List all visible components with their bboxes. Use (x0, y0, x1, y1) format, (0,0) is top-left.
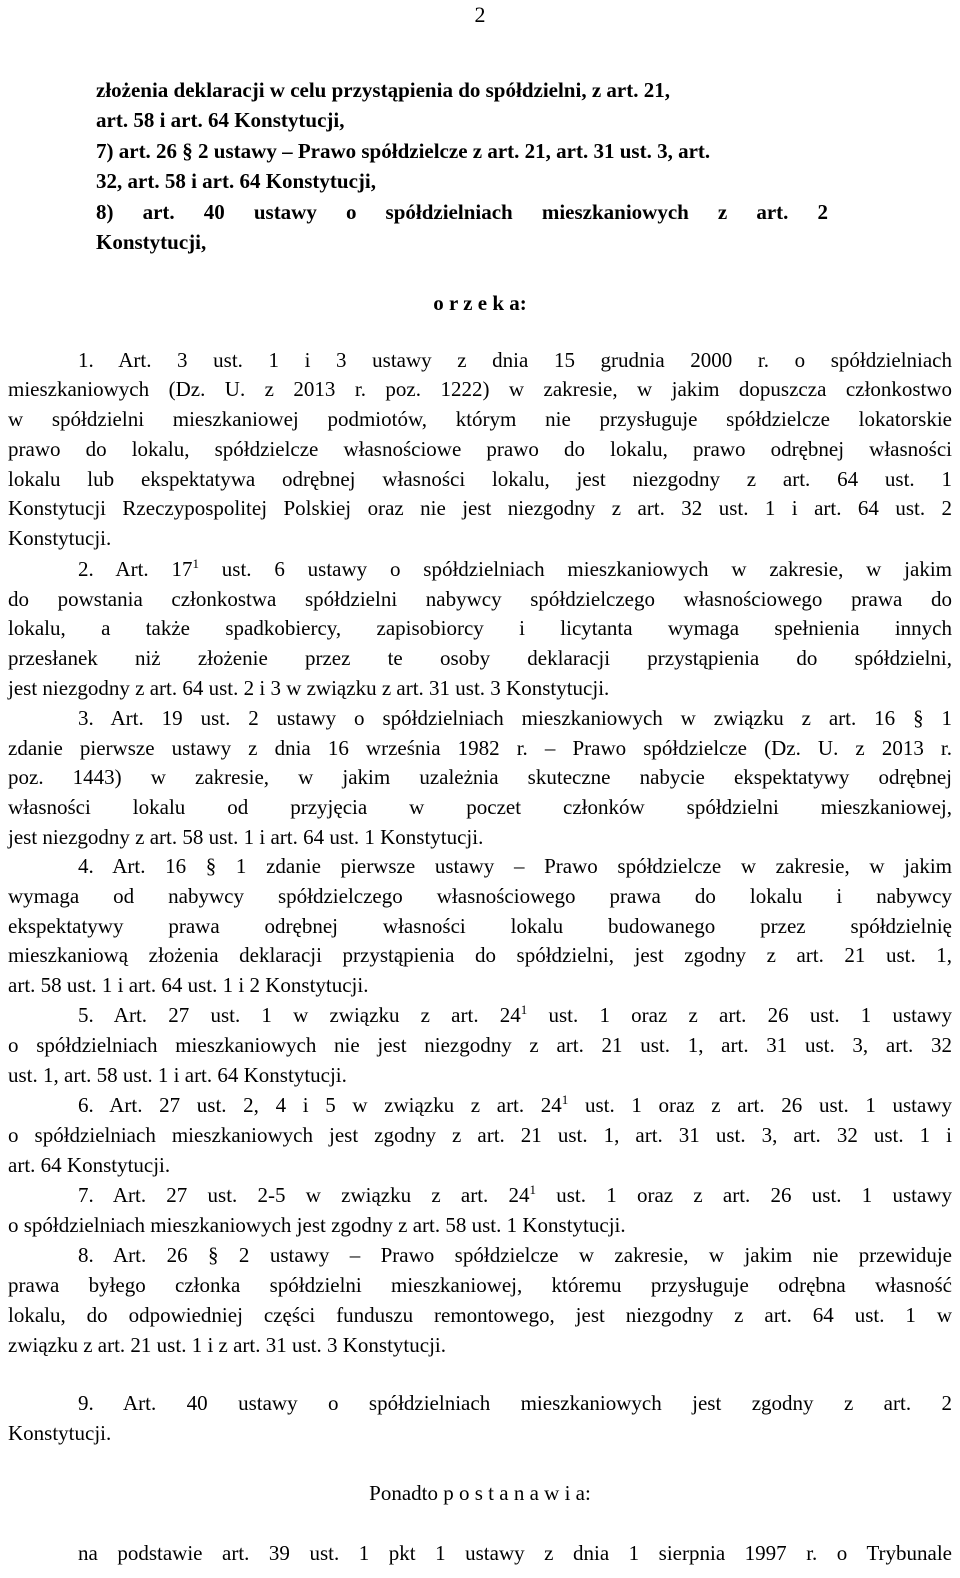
ruling-line: Konstytucji. (8, 526, 112, 550)
ruling-line: art. 64 Konstytucji. (8, 1153, 171, 1177)
ruling-line: lokalu, do odpowiedniej części funduszu remontowego, jest niezgodny z art. 64 ust. 1 w (8, 1303, 952, 1327)
ruling-line: 9. Art. 40 ustawy o spółdzielniach mieszkaniowych jest zgodny z art. 2 (78, 1391, 952, 1415)
ruling-line: mieszkaniowych (Dz. U. z 2013 r. poz. 1222) w zakresie, w jakim dopuszcza członkostwo (8, 377, 952, 401)
superscript: 1 (561, 1092, 569, 1107)
ruling-line: prawa byłego członka spółdzielni mieszkaniowej, któremu przysługuje odrębna własność (8, 1273, 952, 1297)
ruling-line: w spółdzielni mieszkaniowej podmiotów, którym nie przysługuje spółdzielcze lokatorskie (8, 407, 952, 431)
ruling-text: 5. Art. 27 ust. 1 w związku z art. 24 (78, 1003, 521, 1027)
ruling-line (78, 556, 952, 582)
ruling-line: związku z art. 21 ust. 1 i z art. 31 ust. 3 Konstytucji. (8, 1333, 446, 1357)
intro-line: 7) art. 26 § 2 ustawy – Prawo spółdzielcze z art. 21, art. 31 ust. 3, art. (96, 139, 711, 163)
ruling-line: 4. Art. 16 § 1 zdanie pierwsze ustawy – Prawo spółdzielcze w zakresie, w jakim (78, 854, 952, 878)
ruling-line: o spółdzielniach mieszkaniowych nie jest niezgodny z art. 21 ust. 1, art. 31 ust. 3, art. 32 (8, 1033, 952, 1057)
superscript: 1 (529, 1182, 537, 1197)
ruling-line: lokalu lub ekspektatywa odrębnej własności lokalu, jest niezgodny z art. 64 ust. 1 (8, 467, 952, 491)
ruling-line: mieszkaniową złożenia deklaracji przystąpienia do spółdzielni, jest zgodny z art. 21 ust. 1, (8, 943, 952, 967)
ruling-text: 2. Art. 17 (78, 557, 193, 581)
page-number: 2 (474, 2, 486, 27)
orzeka-heading: o r z e k a: (433, 291, 527, 315)
ruling-line: wymaga od nabywcy spółdzielczego własnościowego prawa do lokalu i nabywcy (8, 884, 952, 908)
ruling-line: ekspektatywy prawa odrębnej własności lokalu budowanego przez spółdzielnię (8, 914, 952, 938)
intro-line: Konstytucji, (96, 230, 207, 254)
ruling-text: 6. Art. 27 ust. 2, 4 i 5 w związku z art. 24 (78, 1093, 562, 1117)
intro-line: złożenia deklaracji w celu przystąpienia do spółdzielni, z art. 21, (96, 78, 670, 102)
ruling-line: 1. Art. 3 ust. 1 i 3 ustawy z dnia 15 grudnia 2000 r. o spółdzielniach (78, 348, 952, 372)
ruling-line (78, 1182, 952, 1208)
ruling-text: ust. 1 oraz z art. 26 ust. 1 ustawy (527, 1003, 952, 1027)
intro-line: art. 58 i art. 64 Konstytucji, (96, 108, 345, 132)
ruling-text: ust. 1 oraz z art. 26 ust. 1 ustawy (536, 1183, 952, 1207)
ruling-line: Konstytucji Rzeczypospolitej Polskiej oraz nie jest niezgodny z art. 32 ust. 1 i art. 64 ust. 2 (8, 496, 952, 520)
postanawia-heading: Ponadto p o s t a n a w i a: (369, 1481, 591, 1505)
ruling-line: poz. 1443) w zakresie, w jakim uzależnia skuteczne nabycie ekspektatywy odrębnej (8, 765, 952, 789)
ruling-line: prawo do lokalu, spółdzielcze własnościowe prawo do lokalu, prawo odrębnej własności (8, 437, 952, 461)
intro-line: 32, art. 58 i art. 64 Konstytucji, (96, 169, 376, 193)
ruling-line: o spółdzielniach mieszkaniowych jest zgodny z art. 21 ust. 1, art. 31 ust. 3, art. 32 ust. 1 i (8, 1123, 952, 1147)
ruling-line: jest niezgodny z art. 58 ust. 1 i art. 64 ust. 1 Konstytucji. (8, 825, 484, 849)
ruling-line: 8. Art. 26 § 2 ustawy – Prawo spółdzielcze w zakresie, w jakim nie przewiduje (78, 1243, 952, 1267)
ruling-text: ust. 6 ustawy o spółdzielniach mieszkaniowych w zakresie, w jakim (198, 557, 952, 581)
superscript: 1 (192, 556, 199, 571)
ruling-line: o spółdzielniach mieszkaniowych jest zgodny z art. 58 ust. 1 Konstytucji. (8, 1213, 626, 1237)
ruling-line: jest niezgodny z art. 64 ust. 2 i 3 w związku z art. 31 ust. 3 Konstytucji. (8, 676, 610, 700)
ruling-text: 7. Art. 27 ust. 2-5 w związku z art. 24 (78, 1183, 530, 1207)
ruling-line: 3. Art. 19 ust. 2 ustawy o spółdzielniach mieszkaniowych w związku z art. 16 § 1 (78, 706, 952, 730)
intro-line: 8) art. 40 ustawy o spółdzielniach mieszkaniowych z art. 2 (96, 200, 828, 224)
ruling-line (78, 1002, 952, 1028)
ruling-line (78, 1092, 952, 1118)
ruling-line: przesłanek niż złożenie przez te osoby deklaracji przystąpienia do spółdzielni, (8, 646, 952, 670)
ruling-line: ust. 1, art. 58 ust. 1 i art. 64 Konstytucji. (8, 1063, 347, 1087)
ruling-text: ust. 1 oraz z art. 26 ust. 1 ustawy (568, 1093, 952, 1117)
ruling-line: własności lokalu od przyjęcia w poczet członków spółdzielni mieszkaniowej, (8, 795, 952, 819)
superscript: 1 (520, 1002, 528, 1017)
ruling-line: lokalu, a także spadkobiercy, zapisobiorcy i licytanta wymaga spełnienia innych (8, 616, 952, 640)
ruling-line: zdanie pierwsze ustawy z dnia 16 września 1982 r. – Prawo spółdzielcze (Dz. U. z 2013 r. (8, 736, 952, 760)
final-line: na podstawie art. 39 ust. 1 pkt 1 ustawy z dnia 1 sierpnia 1997 r. o Trybunale (78, 1541, 952, 1565)
ruling-line: do powstania członkostwa spółdzielni nabywcy spółdzielczego własnościowego prawa do (8, 587, 952, 611)
ruling-line: art. 58 ust. 1 i art. 64 ust. 1 i 2 Konstytucji. (8, 973, 369, 997)
ruling-line: Konstytucji. (8, 1421, 112, 1445)
